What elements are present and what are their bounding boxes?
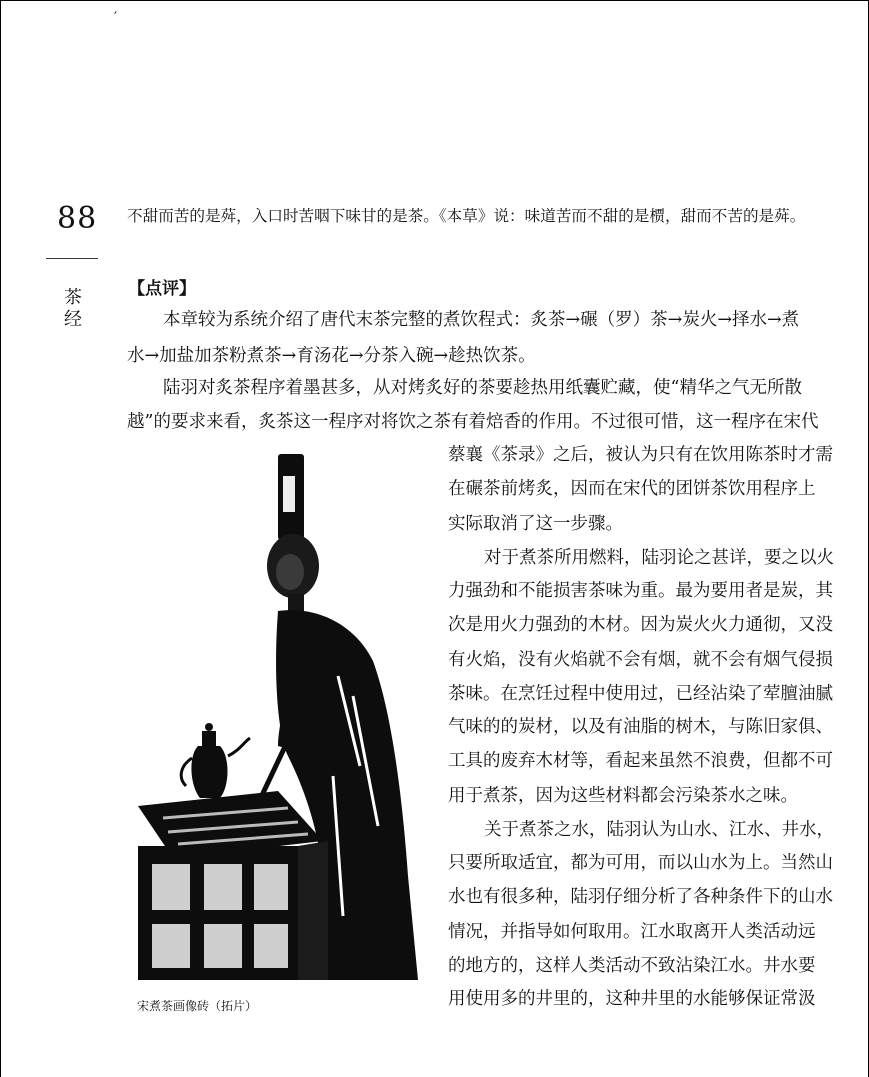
ewer bbox=[191, 746, 227, 798]
frame-left-border bbox=[0, 0, 1, 1077]
frame-top-border bbox=[0, 0, 869, 1]
stray-mark: ′ bbox=[114, 10, 118, 26]
running-head bbox=[64, 287, 84, 331]
body-line: 力强劲和不能损害茶味为重。最为要用者是炭，其 bbox=[448, 581, 833, 601]
body-line: 越”的要求来看，炙茶这一程序对将饮之茶有着焙香的作用。不过很可惜，这一程序在宋代 bbox=[127, 412, 819, 432]
body-line: 只要所取适宜，都为可用，而以山水为上。当然山 bbox=[448, 853, 833, 873]
body-line: 用于煮茶，因为这些材料都会污染茶水之味。 bbox=[448, 786, 798, 806]
body-line: 关于煮茶之水，陆羽认为山水、江水、井水， bbox=[484, 820, 834, 840]
body-line: 用使用多的井里的，这种井里的水能够保证常汲 bbox=[448, 989, 816, 1009]
body-line: 本章较为系统介绍了唐代末茶完整的煮饮程式：炙茶→碾（罗）茶→炭火→择水→煮 bbox=[163, 310, 800, 330]
tea-brewing-rubbing-illustration bbox=[128, 446, 428, 980]
body-line: 茶味。在烹饪过程中使用过，已经沾染了荤膻油腻 bbox=[448, 684, 833, 704]
running-head-char: 茶 bbox=[64, 287, 82, 308]
body-line: 不甜而苦的是荈，入口时苦咽下味甘的是茶。《本草》说：味道苦而不甜的是槚，甜而不苦的是荈。 bbox=[127, 207, 806, 225]
body-line: 的地方的，这样人类活动不致沾染江水。井水要 bbox=[448, 956, 816, 976]
section-heading: 【点评】 bbox=[128, 279, 196, 299]
running-head-char: 经 bbox=[64, 309, 82, 330]
body-line: 有火焰，没有火焰就不会有烟，就不会有烟气侵损 bbox=[448, 650, 833, 670]
page-number-rule bbox=[46, 258, 98, 259]
body-line: 工具的废弃木材等，看起来虽然不浪费，但都不可 bbox=[448, 751, 833, 771]
body-line: 水也有很多种，陆羽仔细分析了各种条件下的山水 bbox=[448, 887, 833, 907]
body-line: 在碾茶前烤炙，因而在宋代的团饼茶饮用程序上 bbox=[448, 479, 816, 499]
body-line: 对于煮茶所用燃料，陆羽论之甚详，要之以火 bbox=[484, 548, 834, 568]
figure-caption: 宋煮茶画像砖（拓片） bbox=[137, 999, 258, 1013]
body-line: 实际取消了这一步骤。 bbox=[448, 514, 623, 534]
page-number: 88 bbox=[57, 201, 98, 236]
body-line: 蔡襄《茶录》之后，被认为只有在饮用陈茶时才需 bbox=[448, 445, 833, 465]
body-line: 陆羽对炙茶程序着墨甚多，从对烤炙好的茶要趁热用纸囊贮藏，使“精华之气无所散 bbox=[163, 378, 802, 398]
body-line: 气味的的炭材，以及有油脂的树木，与陈旧家俱、 bbox=[448, 717, 833, 737]
body-line: 次是用火力强劲的木材。因为炭火火力通彻，又没 bbox=[448, 615, 833, 635]
body-line: 水→加盐加茶粉煮茶→育汤花→分茶入碗→趁热饮茶。 bbox=[127, 346, 536, 366]
body-line: 情况，并指导如何取用。江水取离开人类活动远 bbox=[448, 922, 816, 942]
